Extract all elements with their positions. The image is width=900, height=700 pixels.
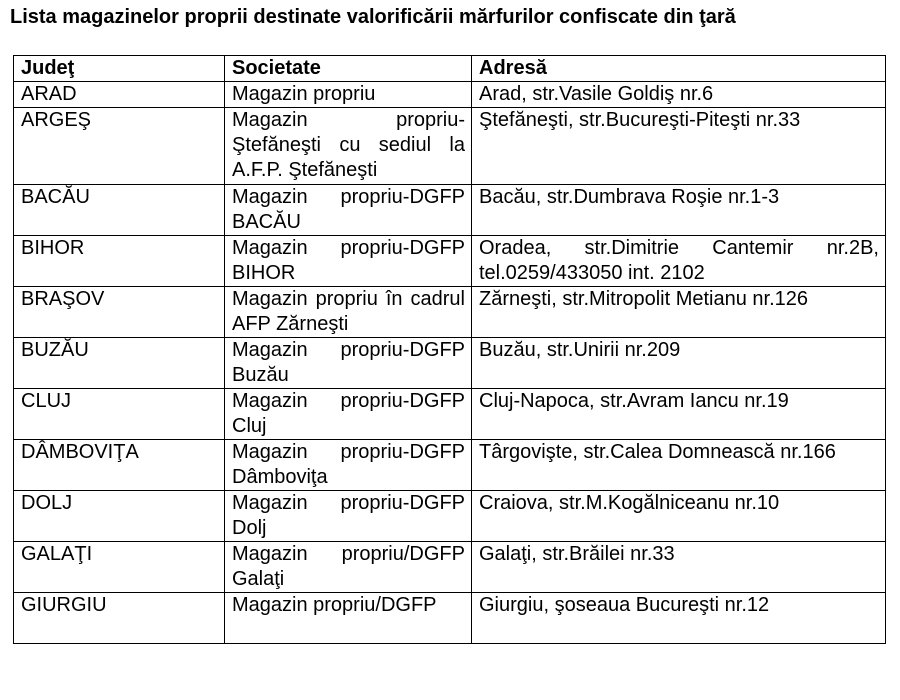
cell-adresa: Târgovişte, str.Calea Domnească nr.166 bbox=[472, 440, 886, 491]
cell-judet: DOLJ bbox=[14, 491, 225, 542]
cell-adresa: Ştefăneşti, str.Bucureşti-Piteşti nr.33 bbox=[472, 108, 886, 185]
header-judet: Judeţ bbox=[14, 56, 225, 82]
cell-judet: DÂMBOVIŢA bbox=[14, 440, 225, 491]
cell-adresa: Buzău, str.Unirii nr.209 bbox=[472, 338, 886, 389]
cell-adresa: Craiova, str.M.Kogălniceanu nr.10 bbox=[472, 491, 886, 542]
cell-societate: Magazin propriu/DGFP Galaţi bbox=[225, 542, 472, 593]
table-row bbox=[14, 491, 886, 542]
cell-adresa: Cluj-Napoca, str.Avram Iancu nr.19 bbox=[472, 389, 886, 440]
cell-societate: Magazin propriu-DGFP BACĂU bbox=[225, 185, 472, 236]
cell-societate: Magazin propriu/DGFP bbox=[225, 593, 472, 644]
cell-adresa: Bacău, str.Dumbrava Roşie nr.1-3 bbox=[472, 185, 886, 236]
cell-judet: ARGEŞ bbox=[14, 108, 225, 185]
header-adresa: Adresă bbox=[472, 56, 886, 82]
table-row bbox=[14, 185, 886, 236]
shops-table bbox=[13, 55, 886, 644]
cell-judet: BIHOR bbox=[14, 236, 225, 287]
cell-societate: Magazin propriu bbox=[225, 82, 472, 108]
cell-adresa: Galaţi, str.Brăilei nr.33 bbox=[472, 542, 886, 593]
table-header-row bbox=[14, 56, 886, 82]
cell-adresa: Arad, str.Vasile Goldiş nr.6 bbox=[472, 82, 886, 108]
cell-adresa: Giurgiu, şoseaua Bucureşti nr.12 bbox=[472, 593, 886, 644]
cell-societate: Magazin propriu-DGFP Dâmboviţa bbox=[225, 440, 472, 491]
table-row bbox=[14, 236, 886, 287]
cell-adresa: Oradea, str.Dimitrie Cantemir nr.2B, tel.0259/433050 int. 2102 bbox=[472, 236, 886, 287]
cell-societate: Magazin propriu în cadrul AFP Zărneşti bbox=[225, 287, 472, 338]
cell-judet: GALAŢI bbox=[14, 542, 225, 593]
cell-judet: GIURGIU bbox=[14, 593, 225, 644]
table-row bbox=[14, 542, 886, 593]
cell-judet: CLUJ bbox=[14, 389, 225, 440]
cell-judet: BRAŞOV bbox=[14, 287, 225, 338]
table-row bbox=[14, 389, 886, 440]
table-row bbox=[14, 108, 886, 185]
cell-judet: ARAD bbox=[14, 82, 225, 108]
cell-societate: Magazin propriu-DGFP Dolj bbox=[225, 491, 472, 542]
cell-societate: Magazin propriu-DGFP Cluj bbox=[225, 389, 472, 440]
cell-judet: BUZĂU bbox=[14, 338, 225, 389]
cell-judet: BACĂU bbox=[14, 185, 225, 236]
table-row bbox=[14, 440, 886, 491]
cell-adresa: Zărneşti, str.Mitropolit Metianu nr.126 bbox=[472, 287, 886, 338]
cell-societate: Magazin propriu-DGFP BIHOR bbox=[225, 236, 472, 287]
table-row bbox=[14, 593, 886, 644]
cell-societate: Magazin propriu-Ştefăneşti cu sediul la A.F.P. Ştefăneşti bbox=[225, 108, 472, 185]
header-societate: Societate bbox=[225, 56, 472, 82]
table-row bbox=[14, 338, 886, 389]
table-row bbox=[14, 82, 886, 108]
document-title: Lista magazinelor proprii destinate valorificării mărfurilor confiscate din ţară bbox=[10, 6, 736, 28]
table-row bbox=[14, 287, 886, 338]
cell-societate: Magazin propriu-DGFP Buzău bbox=[225, 338, 472, 389]
